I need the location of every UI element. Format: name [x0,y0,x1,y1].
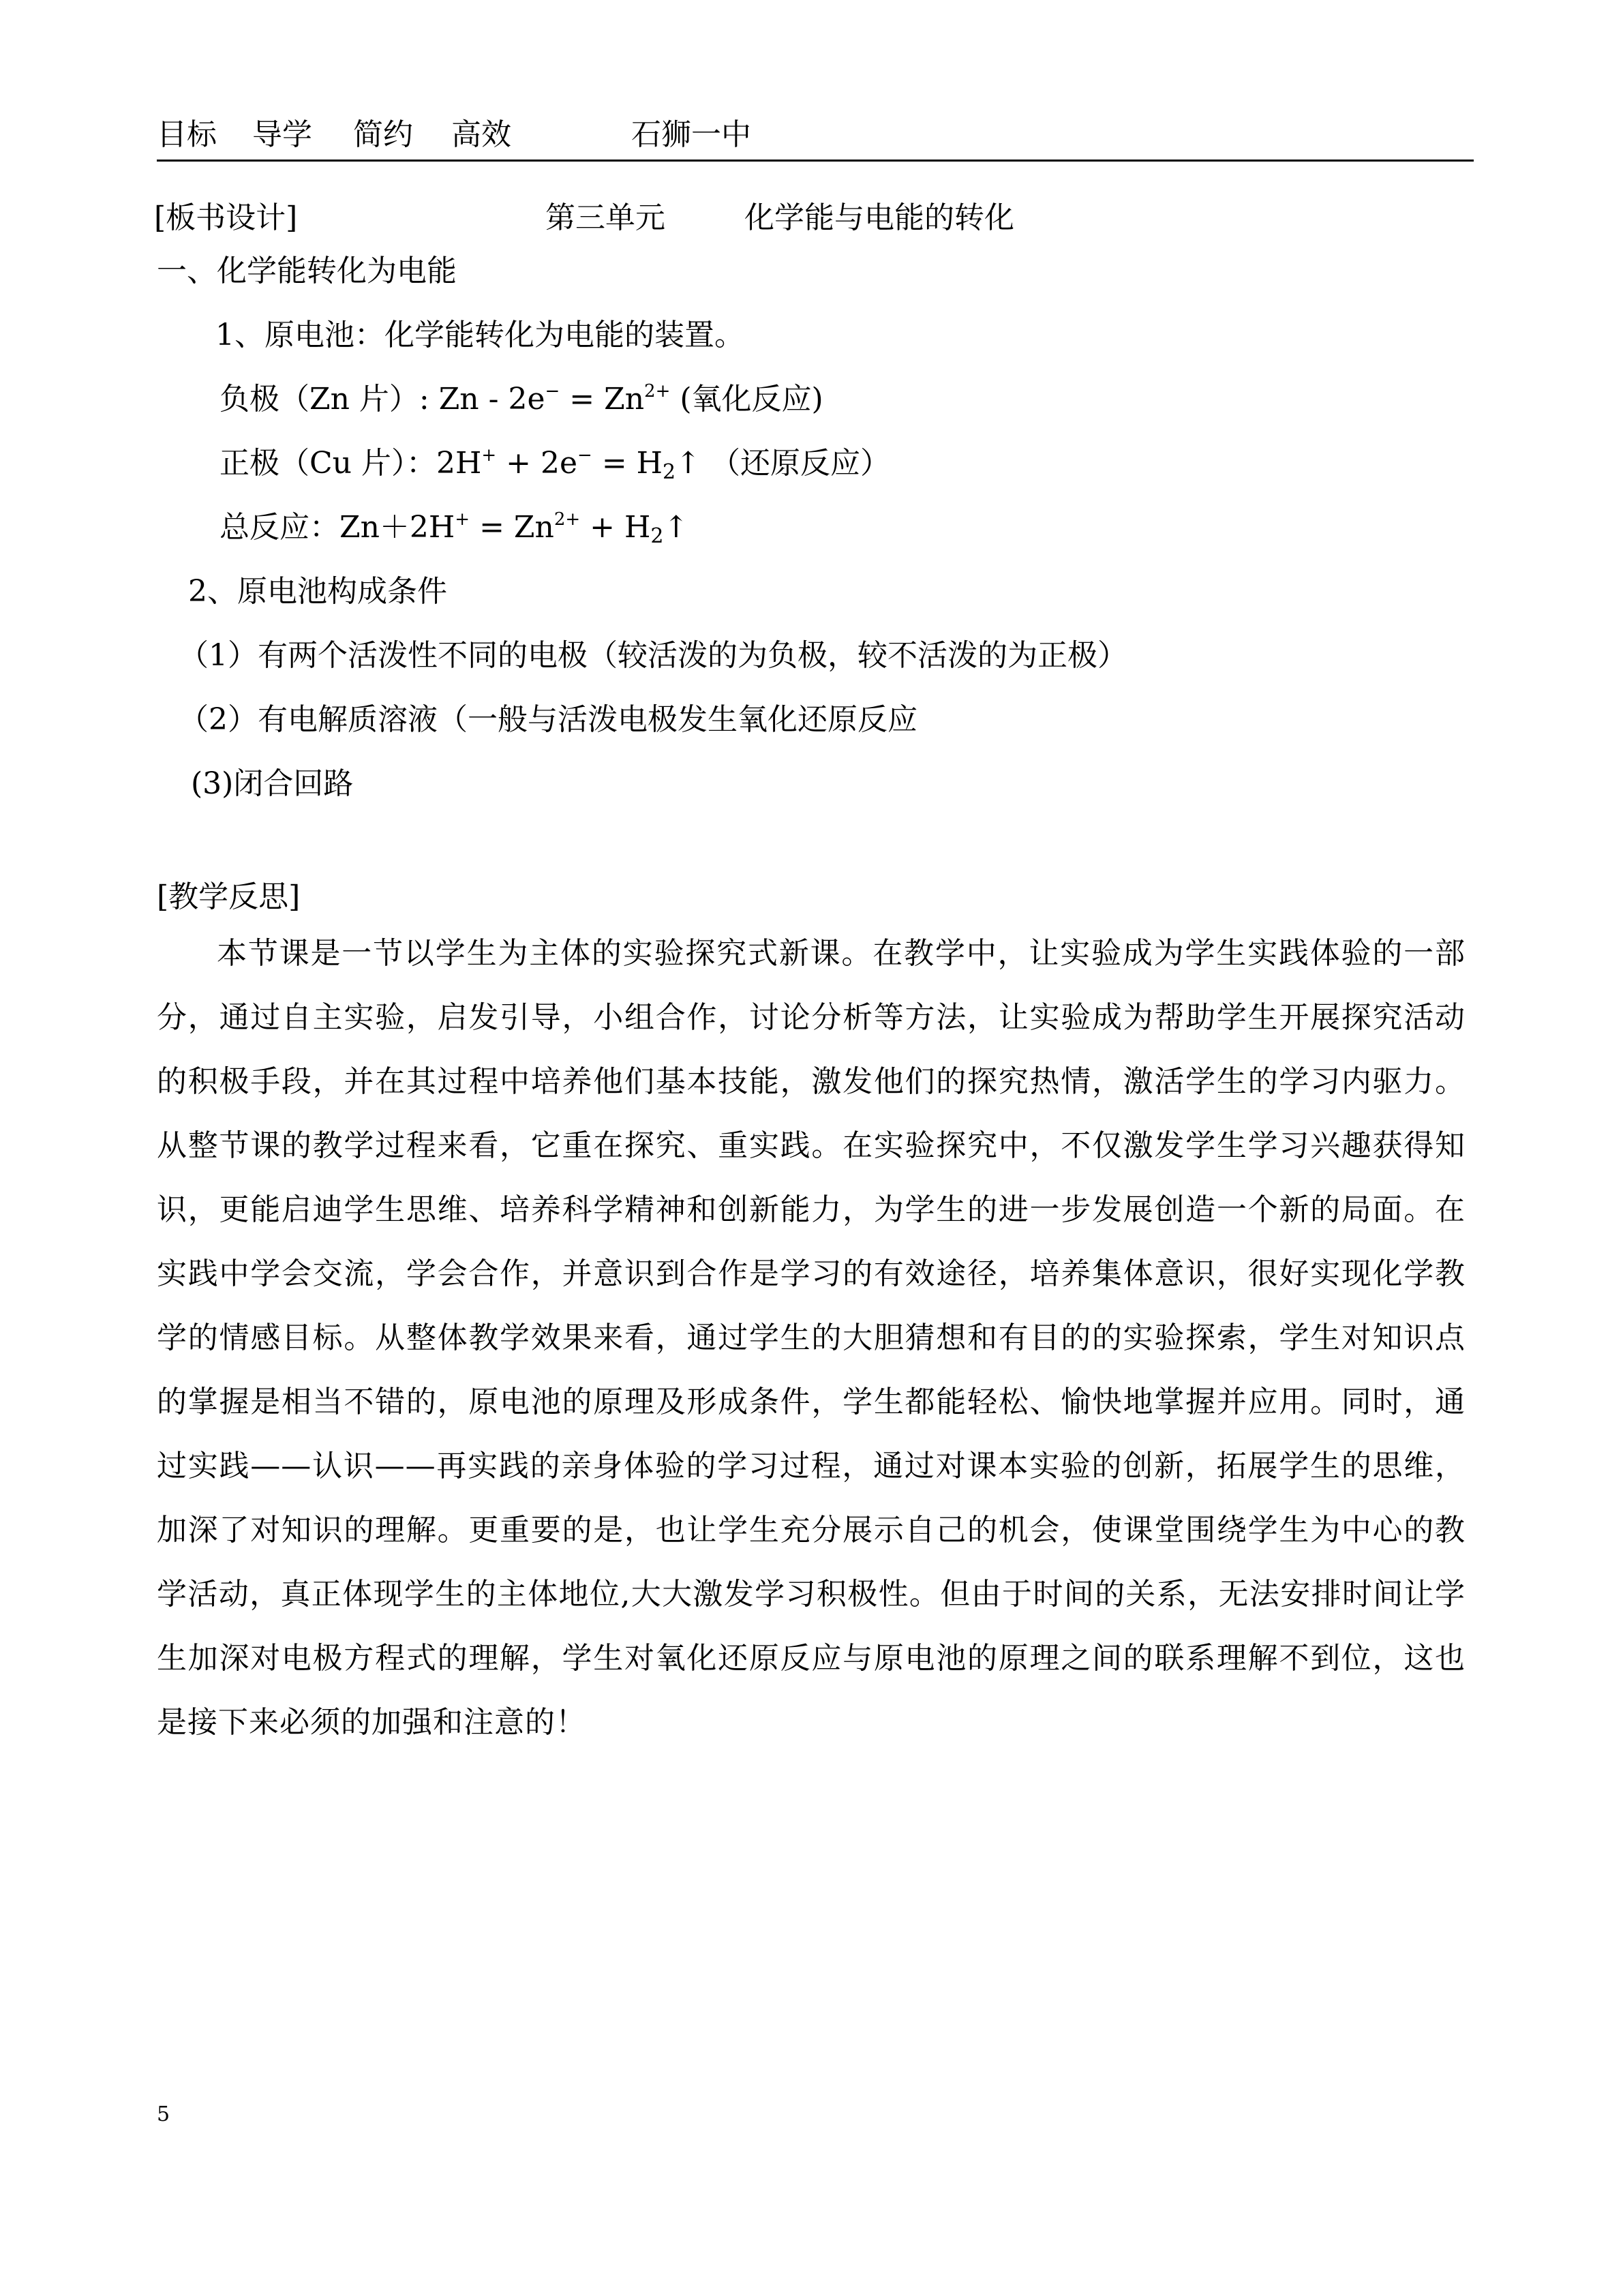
condition-item: （1）有两个活泼性不同的电极（较活泼的为负极，较不活泼的为正极） [179,638,1127,673]
page-header [157,115,1472,155]
negative-electrode-equation [219,379,823,420]
equation-text: = Zn [470,510,554,545]
list-item: 2、原电池构成条件 [188,574,447,609]
equation-text: + H [580,510,651,545]
superscript: + [481,445,497,466]
header-divider [157,160,1474,162]
superscript: + [455,509,470,530]
equation-text: ↑ （还原反应） [676,446,890,481]
equation-text: = H [592,446,663,481]
reflection-paragraph: 本节课是一节以学生为主体的实验探究式新课。在教学中，让实验成为学生实践体验的一部分，通过自主实验，启发引导，小组合作，讨论分析等方法，让实验成为帮助学生开展探究活动的积极手段，并在其过程中培养他们基本技能，激发他们的探究热情，激活学生的学习内驱力。从整节课的教学过程来看，它重在探究、重实践。在实验探究中，不仅激发学生学习兴趣获得知识，更能启迪学生思维、培养科学精神和创新能力，为学生的进一步发展创造一个新的局面。在实践中学会交流，学会合作，并意识到合作是学习的有效途径，培养集体意识，很好实现化学教学的情感目标。从整体教学效果来看，通过学生的大胆猜想和有目的的实验探索，学生对知识点的掌握是相当不错的，原电池的原理及形成条件，学生都能轻松、愉快地掌握并应用。同时，通过实践——认识——再实践的亲身体验的学习过程，通过对课本实验的创新，拓展学生的思维，加深了对知识的理解。更重要的是，也让学生充分展示自己的机会，使课堂围绕学生为中心的教学活动，真正体现学生的主体地位,大大激发学习积极性。但由于时间的关系，无法安排时间让学生加深对电极方程式的理解，学生对氧化还原反应与原电池的原理之间的联系理解不到位，这也是接下来必须的加强和注意的！ [157,936,1466,1740]
equation-text: = Zn [560,382,645,417]
equation-text: + 2e [496,446,578,481]
superscript: 2+ [644,381,671,402]
equation-text: ↑ [663,510,689,545]
equation-text: 负极（Zn 片）: Zn - 2e [219,382,545,417]
superscript: − [577,445,592,466]
equation-text: 正极（Cu 片）：2H [219,446,482,481]
header-item: 高效 [451,117,511,152]
superscript: 2+ [553,509,581,530]
header-item: 目标 [157,117,217,152]
equation-text: 总反应：Zn＋2H [219,510,455,545]
positive-electrode-equation [219,443,890,484]
subscript: 2 [663,460,676,484]
unit-number: 第三单元 [545,200,665,235]
condition-item: （2）有电解质溶液（一般与活泼电极发生氧化还原反应 [179,702,917,737]
board-design-label: [板书设计] [154,200,298,235]
reflection-label: [教学反思] [157,879,301,914]
list-item: 1、原电池：化学能转化为电能的装置。 [215,318,744,352]
superscript: − [545,381,560,402]
header-school: 石狮一中 [631,117,751,152]
subscript: 2 [650,524,664,548]
header-item: 简约 [353,117,413,152]
condition-item: (3)闭合回路 [191,766,354,801]
total-reaction-equation [219,507,688,548]
unit-title: 化学能与电能的转化 [744,200,1014,235]
equation-text: (氧化反应) [670,382,823,417]
section-heading: 一、化学能转化为电能 [157,254,457,288]
page-number: 5 [157,2102,170,2126]
header-item: 导学 [252,117,312,152]
